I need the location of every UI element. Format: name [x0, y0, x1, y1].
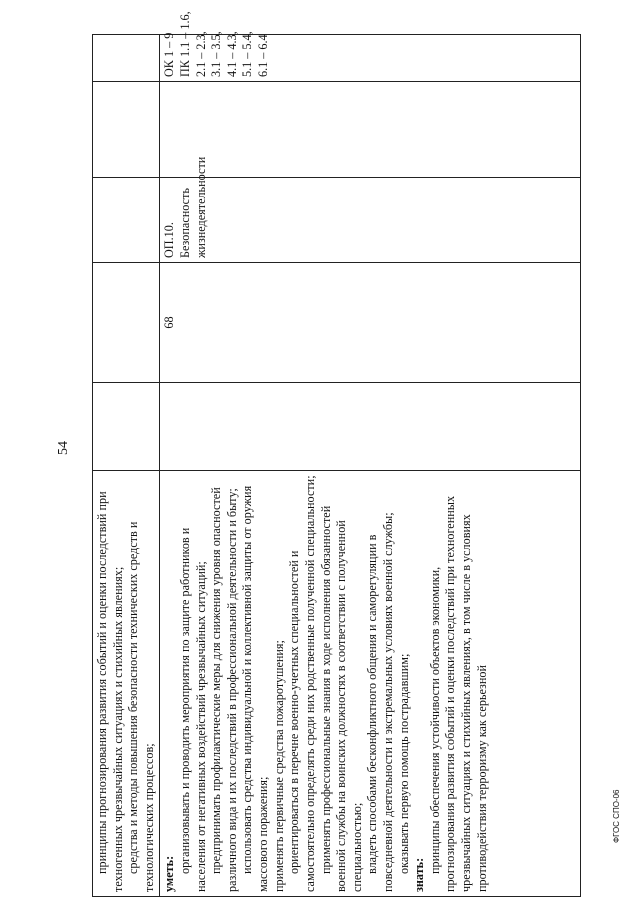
requirements-cell — [93, 471, 160, 897]
empty-cell — [160, 82, 581, 178]
rotated-table-wrapper — [92, 11, 581, 897]
competency-code: ПК 1.1 – 1.6, — [178, 11, 193, 77]
umet-item: ориентироваться в перечне военно-учетных специальностей и самостоятельно определять среди них родственные полученной специальности; — [287, 475, 317, 892]
competency-code: 5.1 – 5.4, — [240, 31, 255, 77]
umet-item: применять первичные средства пожаротушения; — [271, 640, 286, 892]
umet-item: применять профессиональные знания в ходе исполнения обязанностей военной службы на воинских должностях в соответствии с полученной специальностью; — [318, 505, 364, 892]
requirements-cell — [160, 471, 581, 897]
znat-item: принципы обеспечения устойчивости объектов экономики, прогнозирования развития событий и оценки последствий при техногенных чрезвычайных ситуациях и стихийных явлениях, в том числе в условиях противодействия терроризму как серьезной — [427, 495, 489, 892]
competency-code: 3.1 – 3.5, — [209, 31, 224, 77]
competency-code: 2.1 – 2.3, — [193, 31, 208, 77]
znat-heading: знать: — [412, 857, 427, 892]
requirement-text: средства и методы повышения безопасности технических средств и технологических процессов; — [126, 521, 156, 892]
empty-cell — [160, 383, 581, 471]
table-row — [160, 35, 581, 897]
discipline-cell: ОП.10. Безопасность жизнедеятельности — [160, 178, 581, 263]
umet-item: оказывать первую помощь пострадавшим; — [396, 653, 411, 874]
competency-code: ОК 1 – 9 — [162, 32, 177, 77]
competency-table — [92, 11, 581, 897]
competency-code: 4.1 – 4.3, — [224, 31, 239, 77]
umet-item: использовать средства индивидуальной и коллективной защиты от оружия массового поражения; — [240, 485, 271, 892]
empty-cell — [93, 35, 160, 82]
empty-cell — [93, 178, 160, 263]
umet-item: владеть способами бесконфликтного общения и саморегуляции в повседневной деятельности и экстремальных условиях военной службы; — [365, 512, 395, 892]
umet-item: предпринимать профилактические меры для снижения уровня опасностей различного вида и их последствий в профессиональной деятельности и быту; — [209, 487, 239, 892]
umet-heading: уметь: — [162, 855, 177, 892]
empty-cell — [93, 82, 160, 178]
empty-cell — [93, 263, 160, 383]
competency-code: 6.1 – 6.4 — [256, 34, 271, 77]
hours-cell: 68 — [160, 263, 581, 383]
requirement-text: принципы прогнозирования развития событий и оценки последствий при техногенных чрезвычайных ситуациях и стихийных явлениях; — [95, 491, 125, 892]
footer-code: ФГОС СПО-06 — [612, 789, 621, 843]
table-row — [93, 35, 160, 897]
empty-cell — [93, 383, 160, 471]
page-number: 54 — [56, 441, 71, 455]
umet-item: организовывать и проводить мероприятия по защите работников и населения от негативных воздействий чрезвычайных ситуаций; — [178, 527, 208, 892]
competencies-cell — [160, 11, 581, 82]
